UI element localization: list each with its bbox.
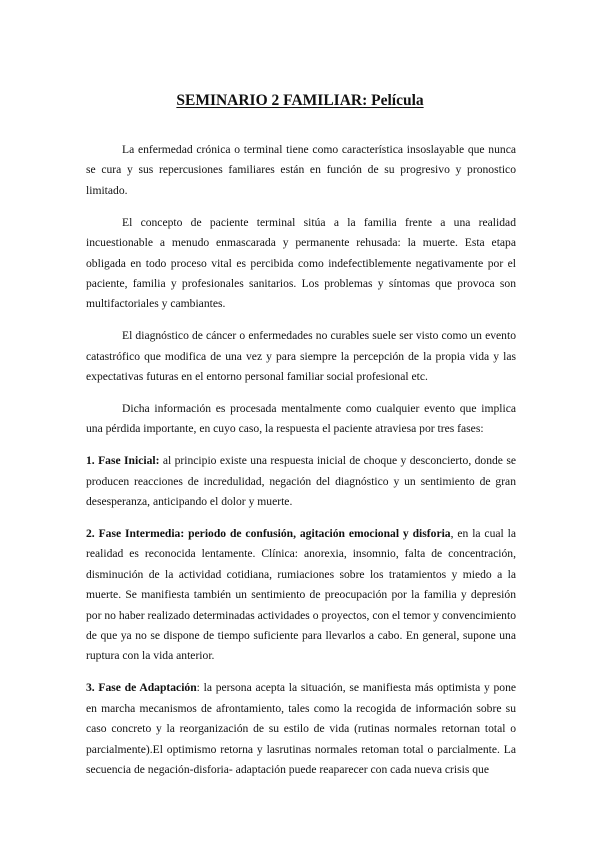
paragraph-terminal-patient: El concepto de paciente terminal sitúa a la familia frente a una realidad incuestionable a menudo enmascarada y permanente rehusada: la muerte. Esta etapa obligada en todo proceso vital es percibida como indefectiblemente negativamente por el paciente, familia y profesionales sanitarios. Los problemas y síntomas que provoca son multifactoriales y cambiantes. — [86, 215, 516, 311]
phase-label: 3. Fase de Adaptación — [86, 681, 197, 695]
paragraph-intro: La enfermedad crónica o terminal tiene como característica insoslayable que nunca se cura y sus repercusiones familiares están en función de su progresivo y pronostico limitado. — [86, 143, 516, 197]
paragraph-cancer-diagnosis: El diagnóstico de cáncer o enfermedades no curables suele ser visto como un evento catastrófico que modifica de una vez y para siempre la percepción de la propia vida y las expectativas futuras en el entorno personal familiar social profesional etc. — [86, 329, 516, 384]
phase-text: , en la cual la realidad es reconocida lentamente. Clínica: anorexia, insomnio, falta de concentración, disminución de la actividad cotidiana, rumiaciones sobre los tratamientos y miedo a la muerte. Se manifiesta también un sentimiento de preocupación por la familia y depresión por no haber realizado determinadas actividades o proyectos, con el temor y convencimiento de que ya no se dispone de tiempo suficiente para llevarlos a cabo. En general, supone una ruptura con la vida anterior. — [86, 527, 516, 663]
document-body — [86, 140, 516, 780]
page-title: SEMINARIO 2 FAMILIAR: Película — [176, 92, 424, 109]
paragraph-three-phases: Dicha información es procesada mentalmente como cualquier evento que implica una pérdida importante, en cuyo caso, la respuesta el paciente atraviesa por tres fases: — [86, 401, 516, 436]
phase-item-adaptation — [86, 678, 516, 780]
phase-text: : la persona acepta la situación, se manifiesta más optimista y pone en marcha mecanismos de afrontamiento, tales como la recogida de información sobre su caso concreto y la reorganización de su estilo de vida (rutinas normales retornan total o parcialmente).El optimismo retorna y lasrutinas normales retoman total o parcialmente. La secuencia de negación-disforia- adaptación puede reaparecer con cada nueva crisis que — [86, 681, 517, 776]
phase-label: 1. Fase Inicial: — [86, 454, 160, 468]
phase-item-intermediate — [86, 524, 516, 667]
phase-label: 2. Fase Intermedia: periodo de confusión, agitación emocional y disforia — [86, 527, 451, 540]
phase-text: al principio existe una respuesta inicial de choque y desconcierto, donde se producen reacciones de incredulidad, negación del diagnóstico y un sentimiento de gran desesperanza, anticipando el dolor y muerte. — [86, 454, 516, 509]
phase-item-initial — [86, 451, 516, 512]
